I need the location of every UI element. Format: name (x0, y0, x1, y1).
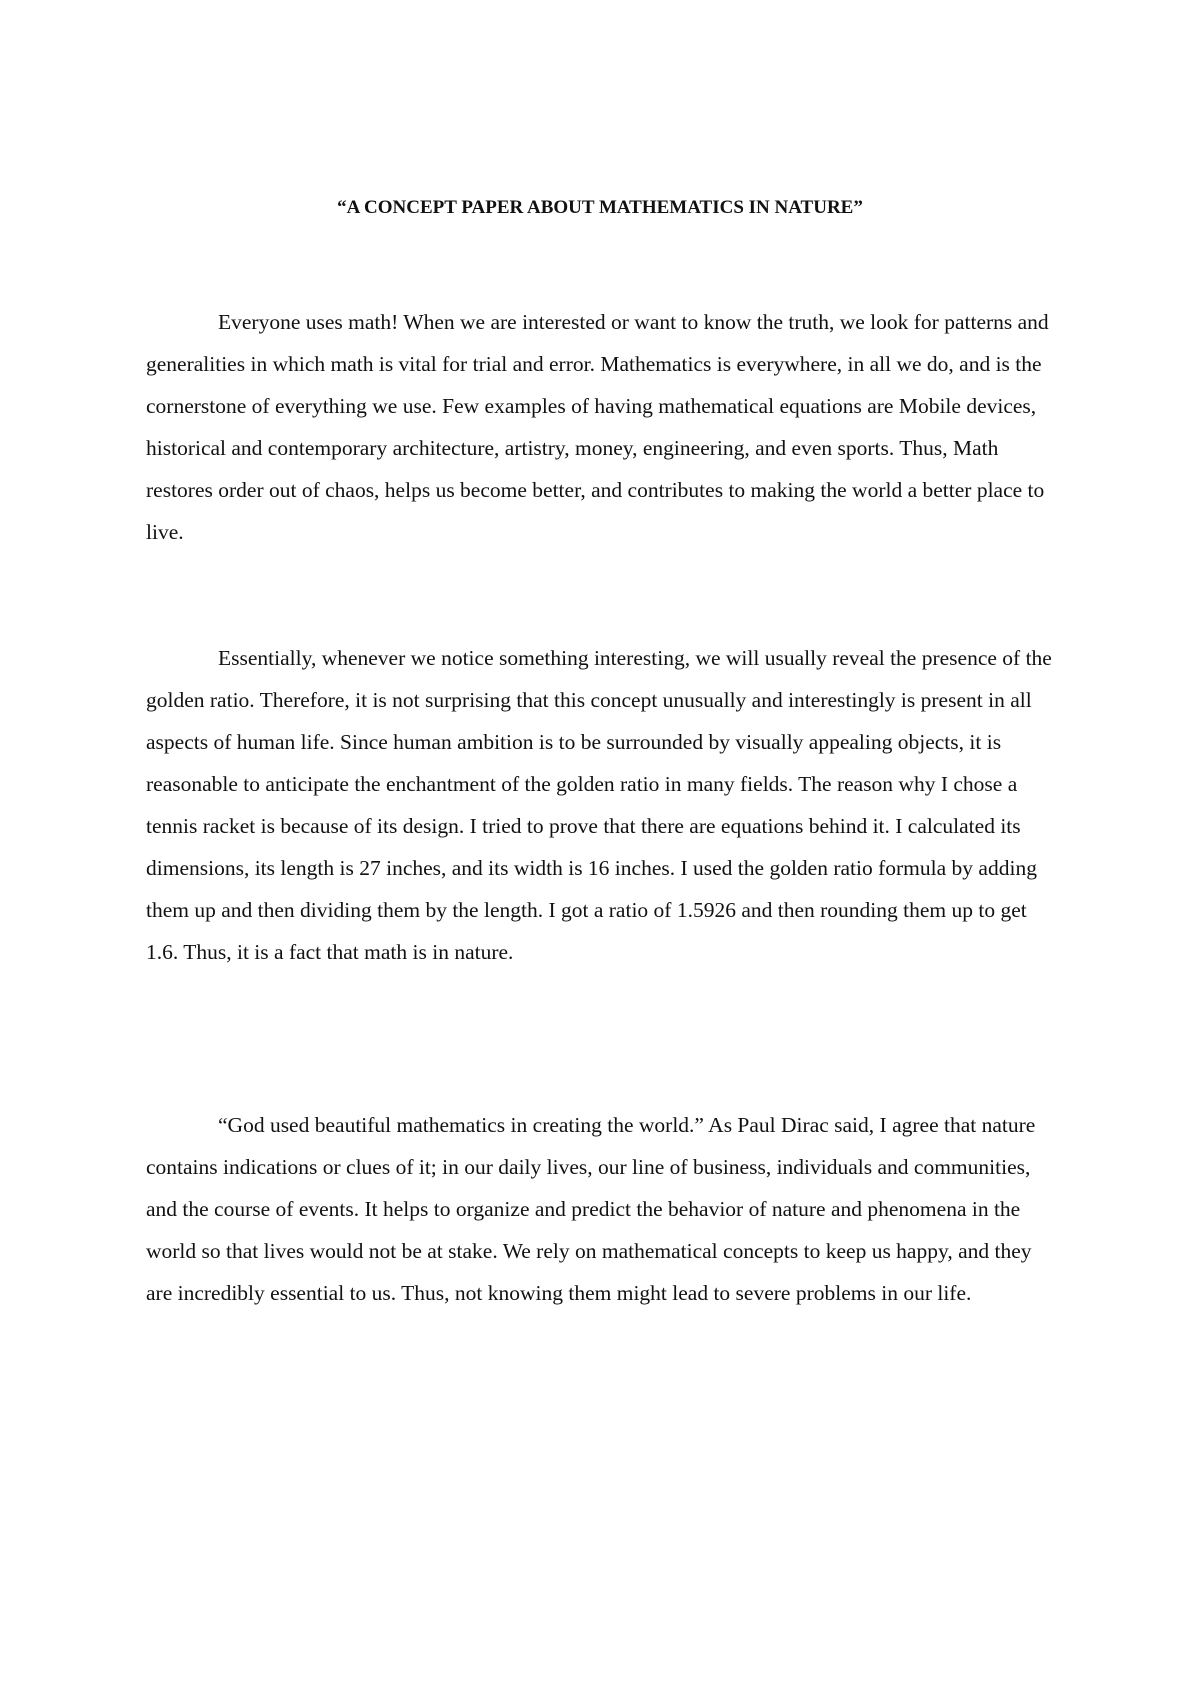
paragraph-intro: Everyone uses math! When we are interested or want to know the truth, we look for patterns and generalities in which math is vital for trial and error. Mathematics is everywhere, in all we do, and is the cornerstone of everything we use. Few examples of having mathematical equations are Mobile devices, historical and contemporary architecture, artistry, money, engineering, and even sports. Thus, Math restores order out of chaos, helps us become better, and contributes to making the world a better place to live. (146, 310, 1049, 544)
paragraph-golden-ratio: Essentially, whenever we notice something interesting, we will usually reveal the presence of the golden ratio. Therefore, it is not surprising that this concept unusually and interestingly is present in all aspects of human life. Since human ambition is to be surrounded by visually appealing objects, it is reasonable to anticipate the enchantment of the golden ratio in many fields. The reason why I chose a tennis racket is because of its design. I tried to prove that there are equations behind it. I calculated its dimensions, its length is 27 inches, and its width is 16 inches. I used the golden ratio formula by adding them up and then dividing them by the length. I got a ratio of 1.5926 and then rounding them up to get 1.6. Thus, it is a fact that math is in nature. (146, 646, 1052, 964)
document-title: “A CONCEPT PAPER ABOUT MATHEMATICS IN NATURE” (337, 197, 863, 218)
paragraph-conclusion: “God used beautiful mathematics in creating the world.” As Paul Dirac said, I agree that nature contains indications or clues of it; in our daily lives, our line of business, individuals and communities, and the course of events. It helps to organize and predict the behavior of nature and phenomena in the world so that lives would not be at stake. We rely on mathematical concepts to keep us happy, and they are incredibly essential to us. Thus, not knowing them might lead to severe problems in our life. (146, 1113, 1036, 1305)
